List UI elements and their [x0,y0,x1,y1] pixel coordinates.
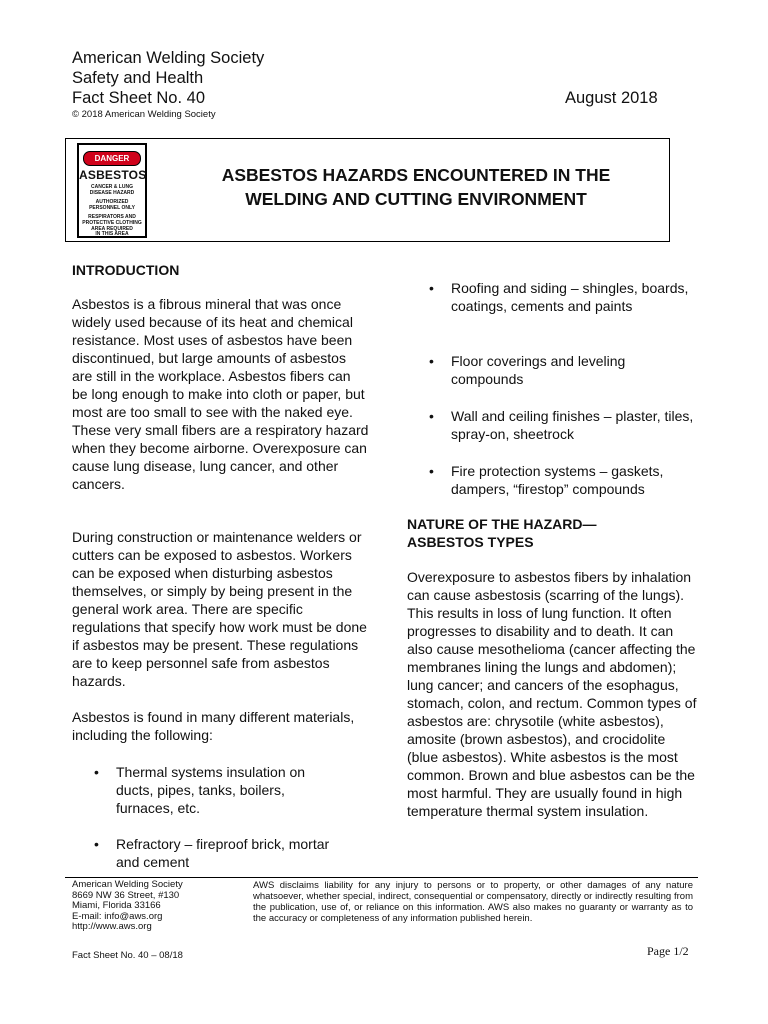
bullet-icon: • [94,764,99,780]
org-name: American Welding Society [72,49,265,67]
sign-text: PROTECTIVE CLOTHING [82,219,142,226]
address-line: 8669 NW 36 Street, #130 [72,889,180,901]
introduction-heading: INTRODUCTION [72,262,180,278]
footer-code: Fact Sheet No. 40 – 08/18 [72,950,183,961]
asbestos-danger-sign [77,143,147,238]
sign-text: RESPIRATORS AND [88,214,136,221]
bullet-icon: • [429,280,434,296]
bullet-icon: • [429,463,434,479]
address-line: American Welding Society [72,879,183,890]
title-line-1: ASBESTOS HAZARDS ENCOUNTERED IN THE [221,165,611,185]
address-line: Miami, Florida 33166 [72,900,161,911]
bullet-icon: • [429,353,434,369]
title-box [65,138,670,242]
publication-date: August 2018 [565,89,658,107]
hazard-heading [407,515,597,551]
hazard-heading-line-1: NATURE OF THE HAZARD— [407,516,597,532]
copyright: © 2018 American Welding Society [72,109,216,120]
email-link[interactable]: E-mail: info@aws.org [72,910,163,922]
bullet-icon: • [429,408,434,424]
danger-label: DANGER [83,151,141,166]
title-line-2: WELDING AND CUTTING ENVIRONMENT [245,189,587,209]
intro-paragraph-2: During construction or maintenance welders or cutters can be exposed to asbestos. Workers can be exposed when disturbing asbestos themselves, or simply by being present in the general work area. There are specific regulations that specify how work must be done if asbestos may be present. These regulations are to keep personnel safe from asbestos hazards. [72,529,367,689]
sign-text: DISEASE HAZARD [89,189,135,196]
document-title [166,163,666,211]
footer-address [72,880,183,933]
sign-text: AREA REQUIRED [91,225,133,232]
page-number: Page 1/2 [647,944,689,958]
sign-text: CANCER & LUNG [91,184,133,190]
sign-text: IN THIS AREA [95,231,129,238]
fact-sheet-number: Fact Sheet No. 40 [72,89,205,107]
hazard-paragraph: Overexposure to asbestos fibers by inhalation can cause asbestosis (scarring of the lungs). This results in loss of lung function. It often progresses to disability and to death. It can also cause mesothelioma (cancer affecting the membranes lining the lungs and abdomen); lung cancer; and cancers of the esophagus, stomach, colon, and rectum. Common types of asbestos are: chrysotile (white asbestos), amosite (brown asbestos), and crocidolite (blue asbestos). White asbestos is the most common. Brown and blue asbestos can be the most harmful. They are usually found in high temperature thermal system insulation. [407,569,697,819]
sign-text: AUTHORIZED [95,199,129,206]
hazard-heading-line-2: ASBESTOS TYPES [407,534,534,550]
asbestos-label: ASBESTOS [79,168,147,182]
intro-paragraph-3: Asbestos is found in many different materials, including the following: [72,709,355,743]
footer-divider [65,877,698,878]
sign-text: PERSONNEL ONLY [89,204,135,211]
intro-paragraph-1: Asbestos is a fibrous mineral that was once widely used because of its heat and chemical resistance. Most uses of asbestos have been discontinued, but large amounts of asbestos are still in the workplace. Asbestos fibers can be long enough to make into cloth or paper, but most are too small to see with the naked eye. These very small fibers are a respiratory hazard when they become airborne. Overexposure can cause lung disease, lung cancer, and other cancers. [72,296,369,492]
disclaimer: AWS disclaims liability for any injury to persons or to property, or other damages of any nature whatsoever, whether special, indirect, consequential or compensatory, directly or indirectly resulting from the publication, use of, or reliance on this information. AWS also makes no guaranty or warranty as to the accuracy or completeness of any information published herein. [253,880,693,924]
website-link[interactable]: http://www.aws.org [72,921,152,932]
bullet-icon: • [94,836,99,852]
section-name: Safety and Health [72,69,204,87]
